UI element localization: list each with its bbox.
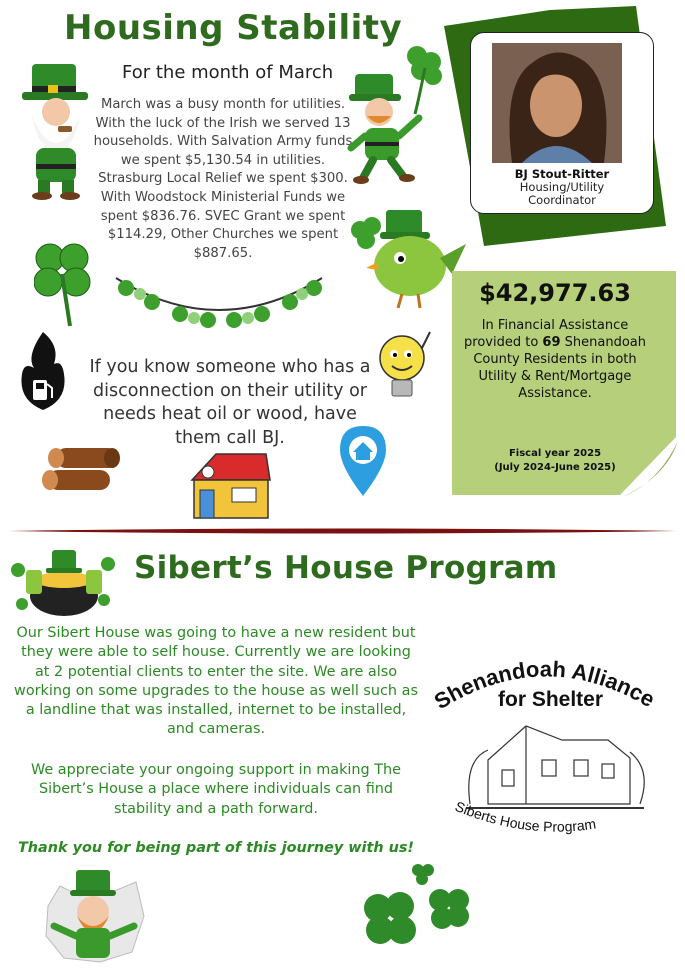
page-subtitle: For the month of March (122, 62, 334, 83)
program-paragraph-2: We appreciate your ongoing support in making The Sibert’s House a place where individuals can find stability and a path forward. (30, 762, 402, 817)
page-curl-icon (618, 435, 678, 497)
fire-fuel-icon (16, 330, 70, 412)
alliance-logo (430, 640, 676, 860)
shamrock-icon (34, 240, 92, 328)
logo-line2: for Shelter (498, 688, 604, 711)
fiscal-year-label: Fiscal year 2025 (508, 448, 602, 459)
house-icon (186, 450, 272, 520)
assistance-line2: Shenandoah County Residents in both Utility & Rent/Mortgage Assistance. (473, 335, 646, 401)
pot-of-gold-icon (8, 540, 120, 620)
bird-hat-icon (348, 208, 468, 312)
fiscal-year-range: (July 2024-June 2025) (494, 462, 616, 473)
shamrocks-icon (360, 862, 472, 948)
assistance-line1: In Financial Assistance provided to (464, 318, 629, 350)
section-divider (8, 528, 677, 534)
section-title: Sibert’s House Program (134, 550, 558, 586)
program-paragraph-1: Our Sibert House was going to have a new resident but they were able to self house. Currently we are looking at 2 potential clients to enter the site. We are also working on some upgrades to the house as well such as a landline that was installed, internet to be installed, and cameras. (14, 625, 418, 738)
firewood-icon (42, 444, 124, 496)
shamrock-garland-icon (112, 272, 326, 334)
assistance-amount: $42,977.63 (479, 279, 631, 307)
assistance-description (464, 317, 646, 402)
leprechaun-dancing-icon (345, 38, 455, 186)
light-bulb-icon (372, 328, 436, 406)
logo-line1: Shenandoah Alliance (430, 656, 660, 715)
thank-you-text: Thank you for being part of this journey with us! (17, 840, 414, 856)
staff-role: Housing/Utility Coordinator (519, 180, 605, 207)
leprechaun-wall-icon (40, 866, 148, 966)
staff-photo (492, 43, 622, 163)
call-to-action-text: If you know someone who has a disconnection on their utility or needs heat oil or wood, have them call BJ. (89, 357, 371, 448)
location-pin-icon (338, 424, 388, 502)
staff-name: BJ Stout-Ritter (514, 167, 610, 181)
intro-paragraph: March was a busy month for utilities. With the luck of the Irish we served 13 households. With Salvation Army funds we spent $5,130.54 in utilities. Strasburg Local Relief we spent $300. With Woodstock Ministerial Funds we spent $836.76. SVEC Grant we spent $114.29, Other Churches we spent $887.65. (93, 97, 353, 261)
page-title: Housing Stability (64, 8, 403, 48)
leprechaun-icon (18, 60, 94, 200)
logo-caption: Siberts House Program (452, 797, 598, 835)
households-count: 69 (542, 335, 561, 350)
staff-card (470, 32, 654, 214)
assistance-box (452, 271, 676, 495)
